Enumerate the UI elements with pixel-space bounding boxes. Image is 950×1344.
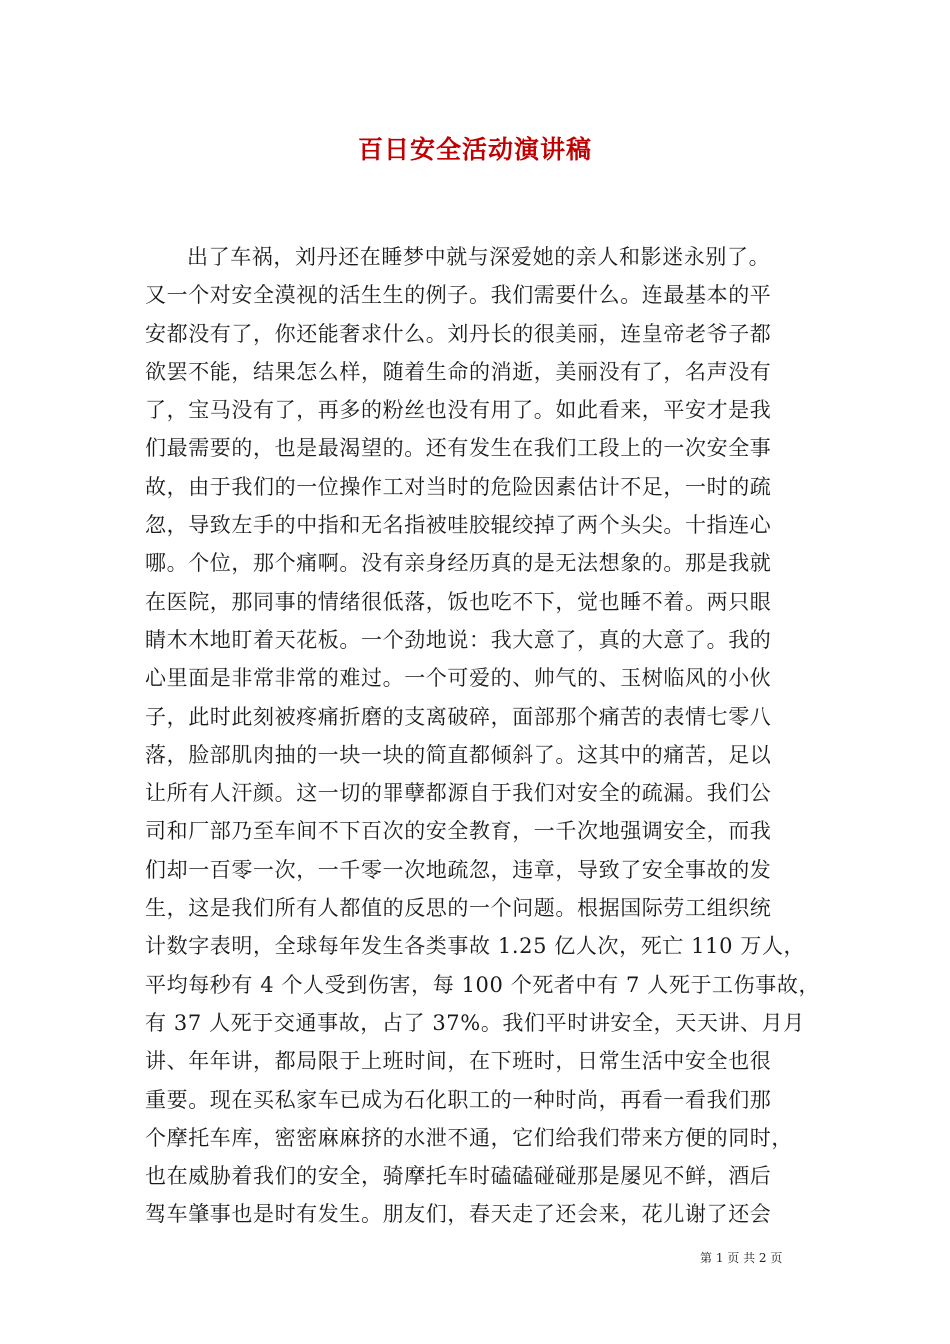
body-line: 子，此时此刻被疼痛折磨的支离破碎，面部那个痛苦的表情七零八 bbox=[145, 704, 772, 729]
body-line: 又一个对安全漠视的活生生的例子。我们需要什么。连最基本的平 bbox=[145, 283, 772, 308]
body-line: 计数字表明，全球每年发生各类事故 1.25 亿人次，死亡 110 万人， bbox=[145, 934, 806, 959]
body-line: 个摩托车库，密密麻麻挤的水泄不通，它们给我们带来方便的同时， bbox=[145, 1125, 793, 1150]
body-line: 驾车肇事也是时有发生。朋友们，春天走了还会来，花儿谢了还会 bbox=[145, 1202, 772, 1227]
document-title: 百日安全活动演讲稿 bbox=[357, 135, 592, 164]
body-line: 平均每秒有 4 个人受到伤害，每 100 个死者中有 7 人死于工伤事故， bbox=[145, 972, 821, 997]
body-line: 了，宝马没有了，再多的粉丝也没有用了。如此看来，平安才是我 bbox=[145, 398, 772, 423]
body-line: 重要。现在买私家车已成为石化职工的一种时尚，再看一看我们那 bbox=[145, 1087, 772, 1112]
body-line: 有 37 人死于交通事故，占了 37%。我们平时讲安全，天天讲、月月 bbox=[145, 1010, 805, 1035]
body-line: 讲、年年讲，都局限于上班时间，在下班时，日常生活中安全也很 bbox=[145, 1049, 772, 1074]
body-line: 出了车祸，刘丹还在睡梦中就与深爱她的亲人和影迷永别了。 bbox=[187, 245, 771, 269]
body-line: 也在威胁着我们的安全，骑摩托车时磕磕碰碰那是屡见不鲜，酒后 bbox=[145, 1164, 772, 1189]
body-line: 忽，导致左手的中指和无名指被哇胶辊绞掉了两个头尖。十指连心 bbox=[145, 513, 772, 538]
body-line: 睛木木地盯着天花板。一个劲地说：我大意了，真的大意了。我的 bbox=[145, 627, 772, 652]
body-line: 故，由于我们的一位操作工对当时的危险因素估计不足，一时的疏 bbox=[145, 474, 772, 499]
body-line: 哪。个位，那个痛啊。没有亲身经历真的是无法想象的。那是我就 bbox=[145, 551, 772, 576]
document-body bbox=[145, 238, 825, 1234]
body-line: 在医院，那同事的情绪很低落，饭也吃不下，觉也睡不着。两只眼 bbox=[145, 589, 772, 614]
body-line: 心里面是非常非常的难过。一个可爱的、帅气的、玉树临风的小伙 bbox=[145, 666, 772, 691]
body-line: 安都没有了，你还能奢求什么。刘丹长的很美丽，连皇帝老爷子都 bbox=[145, 321, 772, 346]
page-number-footer: 第 1 页 共 2 页 bbox=[700, 1251, 783, 1265]
body-line: 司和厂部乃至车间不下百次的安全教育，一千次地强调安全，而我 bbox=[145, 819, 772, 844]
body-line: 生，这是我们所有人都值的反思的一个问题。根据国际劳工组织统 bbox=[145, 896, 772, 921]
body-line: 让所有人汗颜。这一切的罪孽都源自于我们对安全的疏漏。我们公 bbox=[145, 781, 772, 806]
body-line: 落，脸部肌肉抽的一块一块的简直都倾斜了。这其中的痛苦，足以 bbox=[145, 742, 772, 767]
body-line: 们却一百零一次，一千零一次地疏忽，违章，导致了安全事故的发 bbox=[145, 857, 772, 882]
body-line: 们最需要的，也是最渴望的。还有发生在我们工段上的一次安全事 bbox=[145, 436, 772, 461]
body-line: 欲罢不能，结果怎么样，随着生命的消逝，美丽没有了，名声没有 bbox=[145, 359, 772, 384]
